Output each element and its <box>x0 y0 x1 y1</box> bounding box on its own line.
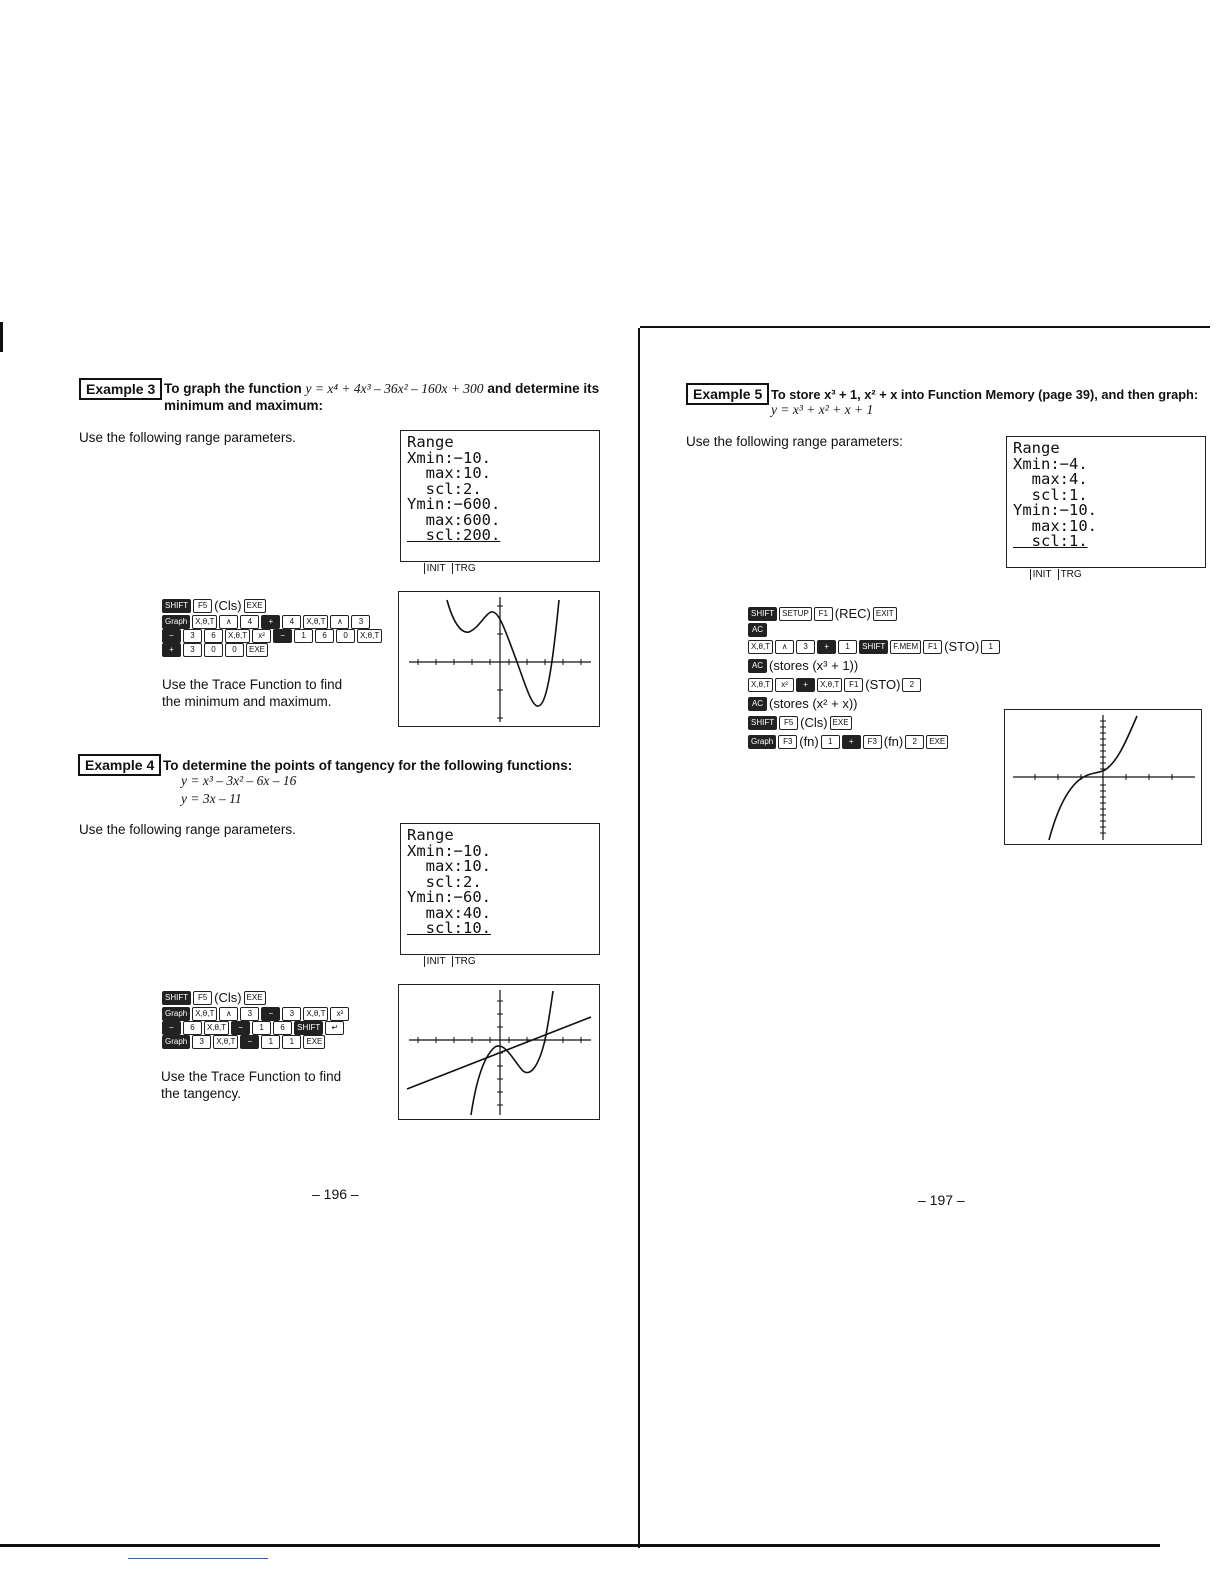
key-caption: (Cls) <box>214 598 242 613</box>
example4-function2: y = 3x – 11 <box>181 791 242 806</box>
example3-graph-screen <box>398 591 600 727</box>
key-caption: (REC) <box>834 606 871 621</box>
center-fold-line <box>638 328 640 1548</box>
key-caption: (Cls) <box>800 715 828 730</box>
key-shift: SHIFT <box>294 1021 323 1035</box>
key-digit: 3 <box>351 615 370 629</box>
range-line: scl:2. <box>407 479 482 498</box>
key-sequence-line <box>748 637 1000 656</box>
key-power: ∧ <box>219 615 238 629</box>
range-line: max:10. <box>407 857 491 875</box>
softkey-init: INIT <box>424 956 452 967</box>
example4-label: Example 4 <box>78 754 161 776</box>
range-line: Xmin:−10. <box>407 841 491 860</box>
softkey-init: INIT <box>1030 569 1058 580</box>
key-fmem: F.MEM <box>890 640 921 654</box>
example5-label: Example 5 <box>686 383 769 405</box>
example3-range-screen <box>400 430 600 574</box>
range-line: scl:1. <box>1013 485 1088 504</box>
key-f5: F5 <box>193 991 212 1005</box>
key-caption: (stores (x³ + 1)) <box>769 658 859 673</box>
key-digit: 6 <box>183 1021 202 1035</box>
example4-graph <box>399 985 599 1119</box>
key-digit: 0 <box>336 629 355 643</box>
key-x: X,θ,T <box>748 640 773 654</box>
key-caption: (fn) <box>883 734 904 749</box>
key-shift: SHIFT <box>162 991 191 1005</box>
key-digit: 6 <box>315 629 334 643</box>
range-line: Xmin:−4. <box>1013 454 1088 473</box>
example4-keystrokes <box>162 988 349 1049</box>
key-caption: (STO) <box>944 639 980 654</box>
top-rule-right <box>640 326 1210 328</box>
key-caption: (STO) <box>865 677 901 692</box>
key-exe: EXE <box>244 599 266 613</box>
key-sequence-line <box>748 713 1000 732</box>
range-line: Range <box>407 826 454 844</box>
key-shift: SHIFT <box>859 640 888 654</box>
key-digit: 3 <box>183 629 202 643</box>
key-sequence-line <box>162 629 382 643</box>
key-f5: F5 <box>193 599 212 613</box>
key-sequence-line <box>162 1035 349 1049</box>
key-sequence-line <box>748 694 1000 713</box>
key-shift: SHIFT <box>162 599 191 613</box>
key-ac: AC <box>748 659 767 673</box>
key-ac: AC <box>748 697 767 711</box>
example5-range-intro: Use the following range parameters: <box>686 434 903 449</box>
range-line: max:10. <box>407 464 491 482</box>
range-line: scl:10. <box>407 919 491 937</box>
key-exe: EXE <box>830 716 852 730</box>
key-x: X,θ,T <box>357 629 382 643</box>
key-x: X,θ,T <box>192 1007 217 1021</box>
range-line: Ymin:−60. <box>407 888 491 906</box>
range-line: scl:2. <box>407 872 482 891</box>
key-exe: EXE <box>303 1035 325 1049</box>
key-exe: EXE <box>246 643 268 657</box>
example3-label: Example 3 <box>79 378 162 400</box>
tangent-line <box>407 1017 591 1089</box>
key-digit: 2 <box>902 678 921 692</box>
key-shift: SHIFT <box>748 716 777 730</box>
key-digit: 3 <box>183 643 202 657</box>
range-line: Range <box>1013 439 1060 457</box>
example3-note: Use the Trace Function to find the minimum and maximum. <box>162 677 343 709</box>
key-sequence-line <box>162 643 382 657</box>
key-graph: Graph <box>162 1035 190 1049</box>
key-digit: 4 <box>282 615 301 629</box>
key-sequence-line <box>162 615 382 629</box>
softkey-trg: TRG <box>452 563 482 574</box>
key-sequence-line <box>162 596 382 615</box>
key-minus: − <box>162 629 181 643</box>
example3-heading: To graph the function y = x⁴ + 4x³ – 36x² – 160x + 300 and determine its minimum and maximum: <box>164 381 600 413</box>
key-graph: Graph <box>162 615 190 629</box>
key-setup: SETUP <box>779 607 812 621</box>
example5-graph-screen <box>1004 709 1202 845</box>
example4-function1: y = x³ – 3x² – 6x – 16 <box>181 773 297 788</box>
range-line: max:600. <box>407 510 501 529</box>
key-square: x² <box>775 678 794 692</box>
key-sequence-line <box>748 732 1000 751</box>
page-number-left: – 196 – <box>312 1186 359 1202</box>
key-exe: EXE <box>926 735 948 749</box>
bottom-rule <box>0 1544 1160 1547</box>
key-x: X,θ,T <box>303 615 328 629</box>
key-digit: 1 <box>261 1035 280 1049</box>
key-minus: − <box>162 1021 181 1035</box>
key-caption: (Cls) <box>214 990 242 1005</box>
key-digit: 3 <box>192 1035 211 1049</box>
key-sequence-line <box>748 656 1000 675</box>
key-digit: 1 <box>821 735 840 749</box>
key-x: X,θ,T <box>225 629 250 643</box>
key-plus: + <box>817 640 836 654</box>
key-power: ∧ <box>219 1007 238 1021</box>
key-shift: SHIFT <box>748 607 777 621</box>
example5-range-screen <box>1006 436 1206 580</box>
key-exe: EXE <box>244 991 266 1005</box>
example4-heading: To determine the points of tangency for the following functions: <box>163 758 573 773</box>
key-f1: F1 <box>844 678 863 692</box>
key-graph: Graph <box>162 1007 190 1021</box>
example4-range-intro: Use the following range parameters. <box>79 822 296 837</box>
range-line: max:4. <box>1013 470 1088 488</box>
key-x: X,θ,T <box>748 678 773 692</box>
cubic-curve <box>1049 716 1137 840</box>
example5-keystrokes <box>748 604 1000 751</box>
example3-graph <box>399 592 599 726</box>
key-power: ∧ <box>330 615 349 629</box>
key-digit: 3 <box>240 1007 259 1021</box>
example5-heading: To store x³ + 1, x² + x into Function Memory (page 39), and then graph: <box>771 387 1199 402</box>
key-digit: 0 <box>204 643 223 657</box>
key-ac: AC <box>748 623 767 637</box>
range-line: Xmin:−10. <box>407 448 491 467</box>
key-sequence-line <box>748 604 1000 623</box>
key-x: X,θ,T <box>213 1035 238 1049</box>
key-x: X,θ,T <box>303 1007 328 1021</box>
key-caption: (stores (x² + x)) <box>769 696 858 711</box>
key-f3: F3 <box>863 735 882 749</box>
key-f1: F1 <box>923 640 942 654</box>
range-line: Ymin:−600. <box>407 495 501 513</box>
key-minus: − <box>231 1021 250 1035</box>
example4-range-screen <box>400 823 600 967</box>
example3-range-intro: Use the following range parameters. <box>79 430 296 445</box>
key-digit: 3 <box>796 640 815 654</box>
key-sequence-line <box>748 623 1000 637</box>
key-plus: + <box>842 735 861 749</box>
key-f1: F1 <box>814 607 833 621</box>
key-digit: 6 <box>273 1021 292 1035</box>
key-plus: + <box>261 615 280 629</box>
key-minus: − <box>273 629 292 643</box>
example5-graph <box>1005 710 1201 844</box>
key-f3: F3 <box>778 735 797 749</box>
key-f5: F5 <box>779 716 798 730</box>
key-caption: (fn) <box>799 734 819 749</box>
key-digit: 0 <box>225 643 244 657</box>
key-sequence-line <box>162 988 349 1007</box>
key-newline: ↵ <box>325 1021 344 1035</box>
key-minus: − <box>240 1035 259 1049</box>
range-line: scl:1. <box>1013 532 1088 550</box>
softkey-bar <box>407 939 593 986</box>
key-digit: 1 <box>981 640 1000 654</box>
softkey-bar <box>407 546 593 593</box>
range-line: Range <box>407 433 454 451</box>
key-square: x² <box>252 629 271 643</box>
example3-keystrokes <box>162 596 382 657</box>
key-digit: 1 <box>838 640 857 654</box>
range-line: max:10. <box>1013 516 1097 535</box>
softkey-trg: TRG <box>452 956 482 967</box>
range-line: max:40. <box>407 903 491 922</box>
key-digit: 2 <box>905 735 924 749</box>
key-digit: 4 <box>240 615 259 629</box>
key-digit: 1 <box>294 629 313 643</box>
key-power: ∧ <box>775 640 794 654</box>
key-plus: + <box>796 678 815 692</box>
key-sequence-line <box>162 1021 349 1035</box>
example3-function: y = x⁴ + 4x³ – 36x² – 160x + 300 <box>305 381 484 396</box>
key-x: X,θ,T <box>204 1021 229 1035</box>
key-digit: 1 <box>282 1035 301 1049</box>
page-number-right: – 197 – <box>918 1192 965 1208</box>
footer-link-line <box>128 1558 268 1559</box>
range-line: scl:200. <box>407 526 501 544</box>
softkey-trg: TRG <box>1058 569 1088 580</box>
range-line: Ymin:−10. <box>1013 501 1097 519</box>
key-x: X,θ,T <box>817 678 842 692</box>
key-sequence-line <box>748 675 1000 694</box>
cubic-curve <box>471 991 553 1115</box>
key-minus: − <box>261 1007 280 1021</box>
key-exit: EXIT <box>873 607 897 621</box>
example4-note: Use the Trace Function to find the tangency. <box>161 1069 342 1101</box>
example4-graph-screen <box>398 984 600 1120</box>
key-sequence-line <box>162 1007 349 1021</box>
key-square: x² <box>330 1007 349 1021</box>
left-edge-mark <box>0 322 3 352</box>
softkey-bar <box>1013 552 1199 599</box>
key-digit: 1 <box>252 1021 271 1035</box>
key-digit: 3 <box>282 1007 301 1021</box>
key-plus: + <box>162 643 181 657</box>
key-graph: Graph <box>748 735 776 749</box>
softkey-init: INIT <box>424 563 452 574</box>
example5-function: y = x³ + x² + x + 1 <box>771 402 874 417</box>
key-digit: 6 <box>204 629 223 643</box>
key-x: X,θ,T <box>192 615 217 629</box>
